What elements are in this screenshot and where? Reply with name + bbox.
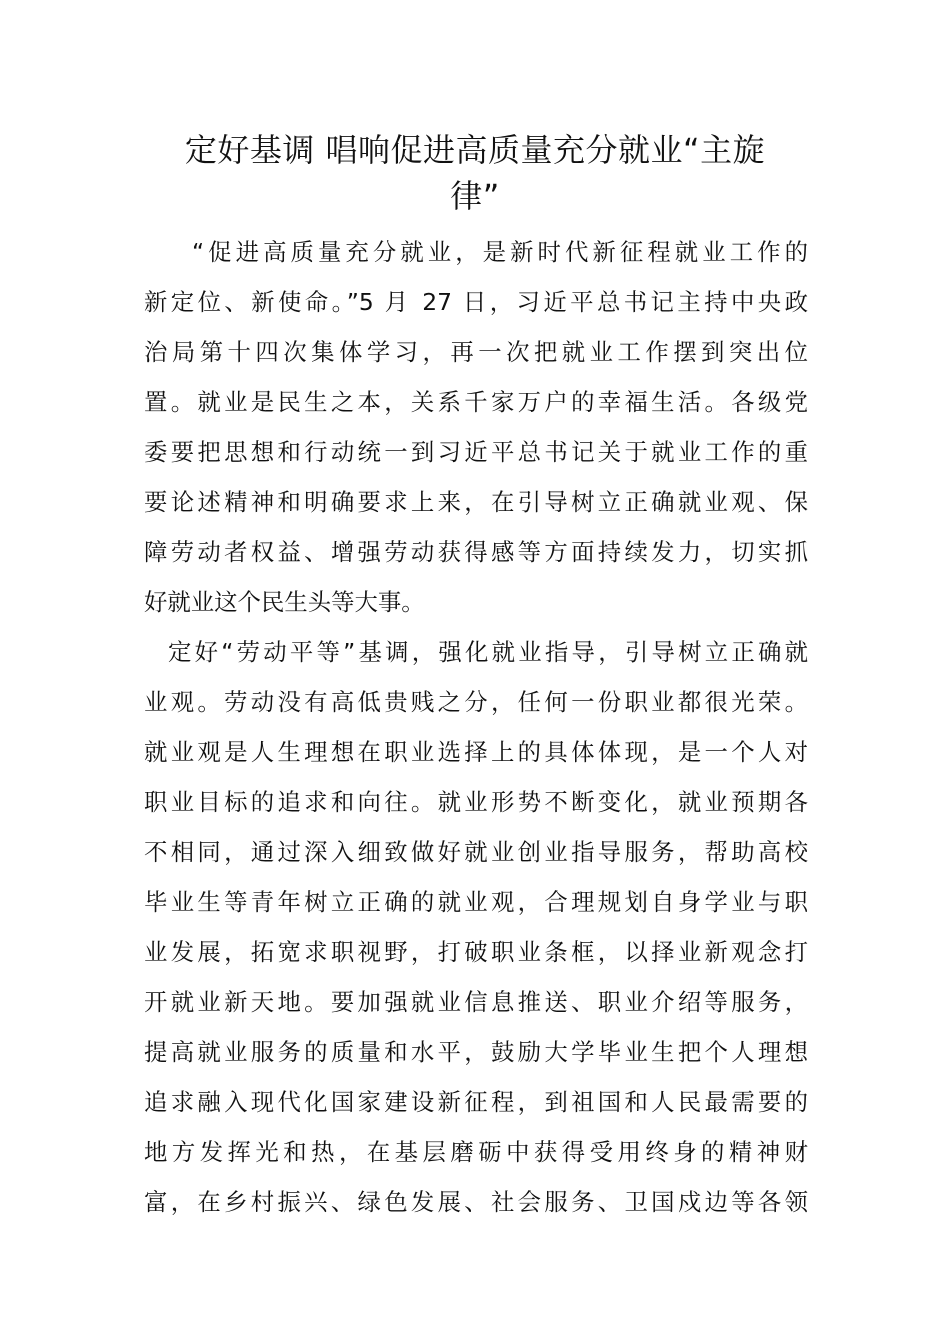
- text-line: 新定位、新使命。”5 月 27 日，习近平总书记主持中央政: [144, 288, 808, 316]
- text-line: 富，在乡村振兴、绿色发展、社会服务、卫国戍边等各领: [144, 1188, 808, 1216]
- text-line: 就业观是人生理想在职业选择上的具体体现，是一个人对: [144, 738, 808, 766]
- paragraph-2: [144, 627, 808, 1227]
- text-line: 要论述精神和明确要求上来，在引导树立正确就业观、保: [144, 488, 808, 516]
- text-line: 职业目标的追求和向往。就业形势不断变化，就业预期各: [144, 788, 808, 816]
- text-line: 提高就业服务的质量和水平，鼓励大学毕业生把个人理想: [144, 1038, 808, 1066]
- text-line: 定好“劳动平等”基调，强化就业指导，引导树立正确就: [168, 638, 808, 666]
- text-line: 障劳动者权益、增强劳动获得感等方面持续发力，切实抓: [144, 538, 808, 566]
- text-line: 不相同，通过深入细致做好就业创业指导服务，帮助高校: [144, 838, 808, 866]
- title-line: 律”: [450, 177, 500, 215]
- text-line: 地方发挥光和热，在基层磨砺中获得受用终身的精神财: [144, 1138, 808, 1166]
- text-line: 治局第十四次集体学习，再一次把就业工作摆到突出位: [144, 338, 808, 366]
- text-line: 业观。劳动没有高低贵贱之分，任何一份职业都很光荣。: [144, 688, 808, 716]
- text-line: 委要把思想和行动统一到习近平总书记关于就业工作的重: [144, 438, 808, 466]
- paragraph-1: [144, 227, 808, 627]
- text-line: 开就业新天地。要加强就业信息推送、职业介绍等服务，: [144, 988, 808, 1016]
- text-line: 好就业这个民生头等大事。: [144, 588, 425, 616]
- document-body: [144, 227, 808, 1227]
- text-line: “促进高质量充分就业，是新时代新征程就业工作的: [192, 238, 808, 266]
- text-line: 业发展，拓宽求职视野，打破职业条框，以择业新观念打: [144, 938, 808, 966]
- text-line: 置。就业是民生之本，关系千家万户的幸福生活。各级党: [144, 388, 808, 416]
- text-line: 毕业生等青年树立正确的就业观，合理规划自身学业与职: [144, 888, 808, 916]
- title-line: 定好基调 唱响促进高质量充分就业“主旋: [184, 131, 766, 169]
- text-line: 追求融入现代化国家建设新征程，到祖国和人民最需要的: [144, 1088, 808, 1116]
- document-title: [140, 127, 810, 219]
